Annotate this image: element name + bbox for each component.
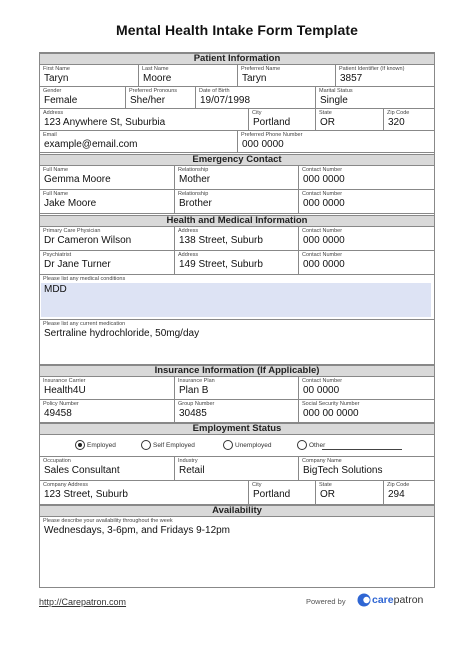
other-input-line[interactable] — [322, 449, 402, 450]
field-value: She/her — [130, 95, 166, 106]
field-value: 000 00 0000 — [303, 408, 359, 419]
field-label: Gender — [43, 88, 62, 94]
field-value: 49458 — [44, 408, 72, 419]
field-label: Address — [178, 228, 199, 234]
company-address-field[interactable] — [40, 481, 249, 505]
field-value: 000 0000 — [303, 198, 345, 209]
radio-label: Unemployed — [235, 442, 272, 449]
zip-code-field[interactable] — [384, 109, 434, 131]
availability-field[interactable] — [40, 517, 434, 587]
company-city-field[interactable] — [249, 481, 316, 505]
company-zip-code-field[interactable] — [384, 481, 434, 505]
field-value: Gemma Moore — [44, 174, 111, 185]
field-value: Health4U — [44, 385, 86, 396]
emergency-name-field[interactable] — [40, 190, 175, 214]
section-employment-status: Employment Status — [40, 423, 434, 435]
field-label: Full Name — [43, 191, 69, 197]
radio-employed[interactable] — [75, 440, 85, 450]
field-value: OR — [320, 117, 335, 128]
physician-contact-number-field[interactable] — [299, 227, 434, 251]
date-of-birth-field[interactable] — [196, 87, 316, 109]
field-label: Psychiatrist — [43, 252, 72, 258]
section-patient-information: Patient Information — [40, 53, 434, 65]
insurance-carrier-field[interactable] — [40, 377, 175, 400]
field-label: Date of Birth — [199, 88, 230, 94]
field-label: Contact Number — [302, 191, 343, 197]
field-label: Patient Identifier (If known) — [339, 66, 405, 72]
email-field[interactable] — [40, 131, 238, 153]
field-label: Contact Number — [302, 167, 343, 173]
current-medication-field[interactable] — [40, 320, 434, 365]
intake-form — [39, 52, 435, 588]
field-label: Marital Status — [319, 88, 353, 94]
section-availability: Availability — [40, 505, 434, 517]
social-security-number-field[interactable] — [299, 400, 434, 423]
field-value: 000 0000 — [303, 235, 345, 246]
psychiatrist-field[interactable] — [40, 251, 175, 275]
medical-conditions-field[interactable] — [40, 275, 434, 320]
field-value: Portland — [253, 489, 291, 500]
emergency-contact-number-field[interactable] — [299, 190, 434, 214]
field-value: Dr Cameron Wilson — [44, 235, 132, 246]
industry-field[interactable] — [175, 457, 299, 481]
field-value: Female — [44, 95, 78, 106]
occupation-field[interactable] — [40, 457, 175, 481]
radio-unemployed[interactable] — [223, 440, 233, 450]
field-label: Preferred Pronouns — [129, 88, 177, 94]
section-insurance: Insurance Information (If Applicable) — [40, 365, 434, 377]
company-state-field[interactable] — [316, 481, 384, 505]
conditions-highlight — [41, 283, 431, 317]
company-name-field[interactable] — [299, 457, 434, 481]
radio-label: Employed — [87, 442, 116, 449]
field-label: Contact Number — [302, 252, 343, 258]
field-value: Wednesdays, 3-6pm, and Fridays 9-12pm — [44, 525, 231, 536]
field-value: 123 Street, Suburb — [44, 489, 128, 500]
field-label: State — [319, 482, 332, 488]
field-value: 138 Street, Suburb — [179, 235, 263, 246]
primary-care-physician-field[interactable] — [40, 227, 175, 251]
field-value: OR — [320, 489, 335, 500]
field-value: 000 0000 — [242, 139, 284, 150]
field-label: Contact Number — [302, 378, 343, 384]
form-title: Mental Health Intake Form Template — [116, 22, 358, 38]
physician-address-field[interactable] — [175, 227, 299, 251]
field-value: 00 0000 — [303, 385, 340, 396]
carepatron-link[interactable]: http://Carepatron.com — [39, 597, 127, 607]
field-value: Retail — [179, 465, 205, 476]
field-value: Moore — [143, 73, 172, 84]
field-value: Dr Jane Turner — [44, 259, 111, 270]
field-value: Portland — [253, 117, 291, 128]
emergency-relationship-field[interactable] — [175, 190, 299, 214]
psychiatrist-contact-number-field[interactable] — [299, 251, 434, 275]
field-label: Last Name — [142, 66, 169, 72]
field-value: 30485 — [179, 408, 207, 419]
preferred-name-field[interactable] — [238, 65, 336, 87]
field-label: City — [252, 110, 262, 116]
field-value: 3857 — [340, 73, 363, 84]
field-label: Company Address — [43, 482, 88, 488]
patient-identifier-field[interactable] — [336, 65, 434, 87]
field-label: Preferred Phone Number — [241, 132, 303, 138]
field-label: Full Name — [43, 167, 69, 173]
field-value: 000 0000 — [303, 174, 345, 185]
field-label: Please describe your availability throughout the week — [43, 518, 173, 524]
field-label: Insurance Plan — [178, 378, 215, 384]
field-value: example@email.com — [44, 139, 138, 150]
field-value: 000 0000 — [303, 259, 345, 270]
psychiatrist-address-field[interactable] — [175, 251, 299, 275]
carepatron-logo-icon — [357, 593, 371, 607]
field-label: Zip Code — [387, 110, 410, 116]
field-value: 294 — [388, 489, 405, 500]
field-label: Relationship — [178, 167, 209, 173]
carepatron-brand — [372, 594, 423, 606]
field-label: Insurance Carrier — [43, 378, 86, 384]
field-label: Preferred Name — [241, 66, 281, 72]
field-value: Sales Consultant — [44, 465, 120, 476]
field-value: BigTech Solutions — [303, 465, 383, 476]
last-name-field[interactable] — [139, 65, 238, 87]
field-label: State — [319, 110, 332, 116]
field-value: Taryn — [242, 73, 267, 84]
marital-status-field[interactable] — [316, 87, 434, 109]
field-label: Email — [43, 132, 57, 138]
policy-number-field[interactable] — [40, 400, 175, 423]
field-value: 19/07/1998 — [200, 95, 251, 106]
emergency-relationship-field[interactable] — [175, 166, 299, 190]
insurance-contact-number-field[interactable] — [299, 377, 434, 400]
field-label: Social Security Number — [302, 401, 360, 407]
address-field[interactable] — [40, 109, 249, 131]
field-label: Please list any current medication — [43, 321, 126, 327]
state-field[interactable] — [316, 109, 384, 131]
field-label: Primary Care Physician — [43, 228, 101, 234]
employment-status-options — [40, 435, 434, 457]
pronouns-field[interactable] — [126, 87, 196, 109]
field-value: 123 Anywhere St, Suburbia — [44, 117, 166, 128]
field-value: Sertraline hydrochloride, 50mg/day — [44, 328, 200, 339]
radio-label: Other — [309, 442, 326, 449]
field-value: Single — [320, 95, 348, 106]
field-label: Address — [178, 252, 199, 258]
field-value: Brother — [179, 198, 212, 209]
first-name-field[interactable] — [40, 65, 139, 87]
field-label: Relationship — [178, 191, 209, 197]
phone-field[interactable] — [238, 131, 434, 153]
field-value: Taryn — [44, 73, 69, 84]
field-label: Please list any medical conditions — [43, 276, 126, 282]
radio-other[interactable] — [297, 440, 307, 450]
field-label: Zip Code — [387, 482, 410, 488]
emergency-contact-number-field[interactable] — [299, 166, 434, 190]
insurance-plan-field[interactable] — [175, 377, 299, 400]
field-label: Industry — [178, 458, 198, 464]
field-label: Group Number — [178, 401, 215, 407]
city-field[interactable] — [249, 109, 316, 131]
powered-by-text: Powered by — [306, 597, 346, 606]
field-label: Occupation — [43, 458, 71, 464]
field-value: 320 — [388, 117, 405, 128]
field-value: MDD — [44, 284, 67, 295]
field-label: City — [252, 482, 262, 488]
brand-care: care — [372, 594, 394, 606]
radio-self-employed[interactable] — [141, 440, 151, 450]
field-label: Company Name — [302, 458, 342, 464]
field-value: Mother — [179, 174, 211, 185]
field-value: Plan B — [179, 385, 209, 396]
gender-field[interactable] — [40, 87, 126, 109]
field-value: Jake Moore — [44, 198, 97, 209]
radio-label: Self Employed — [153, 442, 195, 449]
field-label: First Name — [43, 66, 70, 72]
field-label: Policy Number — [43, 401, 79, 407]
field-value: 149 Street, Suburb — [179, 259, 263, 270]
emergency-name-field[interactable] — [40, 166, 175, 190]
field-label: Address — [43, 110, 64, 116]
group-number-field[interactable] — [175, 400, 299, 423]
brand-patron: patron — [393, 594, 424, 606]
section-health-medical: Health and Medical Information — [40, 215, 434, 227]
section-emergency-contact: Emergency Contact — [40, 154, 434, 166]
field-label: Contact Number — [302, 228, 343, 234]
